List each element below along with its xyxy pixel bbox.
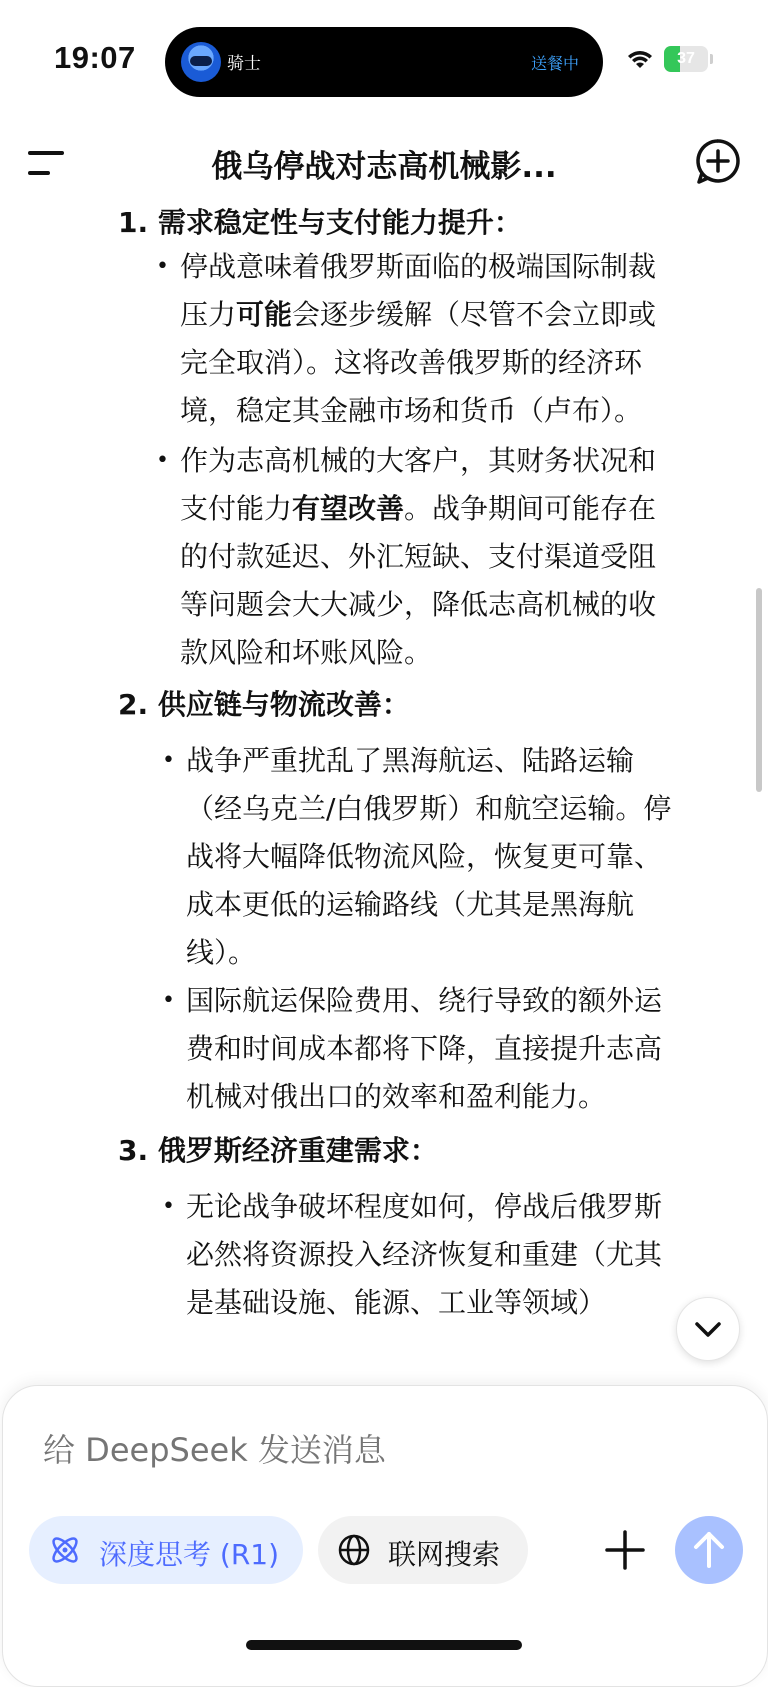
line: 等问题会大大减少，降低志高机械的收 <box>180 588 657 621</box>
line: （经乌克兰/白俄罗斯）和航空运输。停 <box>186 792 672 825</box>
status-bar <box>0 0 768 120</box>
list-item <box>186 1183 662 1327</box>
line: 线）。 <box>186 936 257 969</box>
section-title: 1. 需求稳定性与支付能力提升： <box>118 206 522 239</box>
line: 成本更低的运输路线（尤其是黑海航 <box>186 888 635 921</box>
status-time: 19:07 <box>54 40 136 75</box>
menu-icon-line <box>28 151 64 155</box>
bullet-dot: • <box>162 1194 175 1219</box>
text: 。战争期间可能存在 <box>404 492 657 525</box>
scrollbar[interactable] <box>756 588 762 792</box>
dynamic-island[interactable] <box>165 27 603 97</box>
list-item <box>180 243 656 435</box>
bullet-dot: • <box>156 254 169 279</box>
section-title: 3. 俄罗斯经济重建需求： <box>118 1134 438 1167</box>
line: 款风险和坏账风险。 <box>180 636 433 669</box>
new-chat-icon <box>694 137 742 187</box>
line: 境，稳定其金融市场和货币（卢布）。 <box>180 394 643 427</box>
line: 费和时间成本都将下降，直接提升志高 <box>186 1032 663 1065</box>
bullet-dot: • <box>162 748 175 773</box>
section-title: 2. 供应链与物流改善： <box>118 688 410 721</box>
island-status: 送餐中 <box>530 54 579 73</box>
bullet-dot: • <box>156 448 169 473</box>
line: 无论战争破坏程度如何，停战后俄罗斯 <box>186 1190 663 1223</box>
new-chat-button[interactable] <box>694 137 742 187</box>
battery-icon <box>664 46 708 72</box>
bullet-dot: • <box>162 988 175 1013</box>
line <box>180 485 656 533</box>
home-indicator[interactable] <box>246 1640 522 1650</box>
line <box>180 291 656 339</box>
menu-icon-line <box>28 171 50 175</box>
line: 国际航运保险费用、绕行导致的额外运 <box>186 984 663 1017</box>
attach-button[interactable] <box>603 1528 647 1572</box>
globe-icon <box>336 1532 372 1568</box>
line: 必然将资源投入经济恢复和重建（尤其 <box>186 1238 663 1271</box>
line: 作为志高机械的大客户，其财务状况和 <box>180 444 657 477</box>
scroll-to-bottom-button[interactable] <box>676 1297 740 1361</box>
arrow-up-icon <box>675 1516 743 1584</box>
text: 会逐步缓解（尽管不会立即或 <box>292 298 657 331</box>
web-search-label: 联网搜索 <box>388 1538 501 1571</box>
island-title: 骑士 <box>227 54 261 74</box>
line: 战将大幅降低物流风险，恢复更可靠、 <box>186 840 663 873</box>
list-item <box>180 437 656 677</box>
line: 的付款延迟、外汇短缺、支付渠道受阻 <box>180 540 657 573</box>
text: 支付能力 <box>180 492 293 525</box>
bold-text: 有望改善 <box>292 492 405 525</box>
bold-text: 可能 <box>236 298 293 331</box>
text: 压力 <box>180 298 237 331</box>
line: 停战意味着俄罗斯面临的极端国际制裁 <box>180 250 657 283</box>
chat-header <box>0 125 768 203</box>
wifi-icon <box>625 46 655 70</box>
deep-think-label: 深度思考 (R1) <box>99 1538 280 1571</box>
rider-avatar-icon <box>181 42 221 82</box>
send-button[interactable] <box>675 1516 743 1584</box>
battery-cap <box>710 54 713 64</box>
web-search-toggle[interactable] <box>318 1516 528 1584</box>
line: 是基础设施、能源、工业等领域） <box>186 1286 607 1319</box>
message-input[interactable] <box>41 1430 645 1470</box>
menu-button[interactable] <box>28 147 68 181</box>
list-item <box>186 737 671 977</box>
battery-percent: 37 <box>677 50 695 67</box>
line: 战争严重扰乱了黑海航运、陆路运输 <box>186 744 635 777</box>
list-item <box>186 977 662 1121</box>
line: 完全取消）。这将改善俄罗斯的经济环 <box>180 346 643 379</box>
line: 机械对俄出口的效率和盈利能力。 <box>186 1080 607 1113</box>
deep-think-toggle[interactable] <box>29 1516 303 1584</box>
chevron-down-icon <box>677 1298 739 1360</box>
message-content <box>0 195 768 1385</box>
page-title: 俄乌停战对志高机械影... <box>211 149 557 185</box>
atom-icon <box>47 1532 83 1568</box>
plus-icon <box>603 1528 647 1572</box>
